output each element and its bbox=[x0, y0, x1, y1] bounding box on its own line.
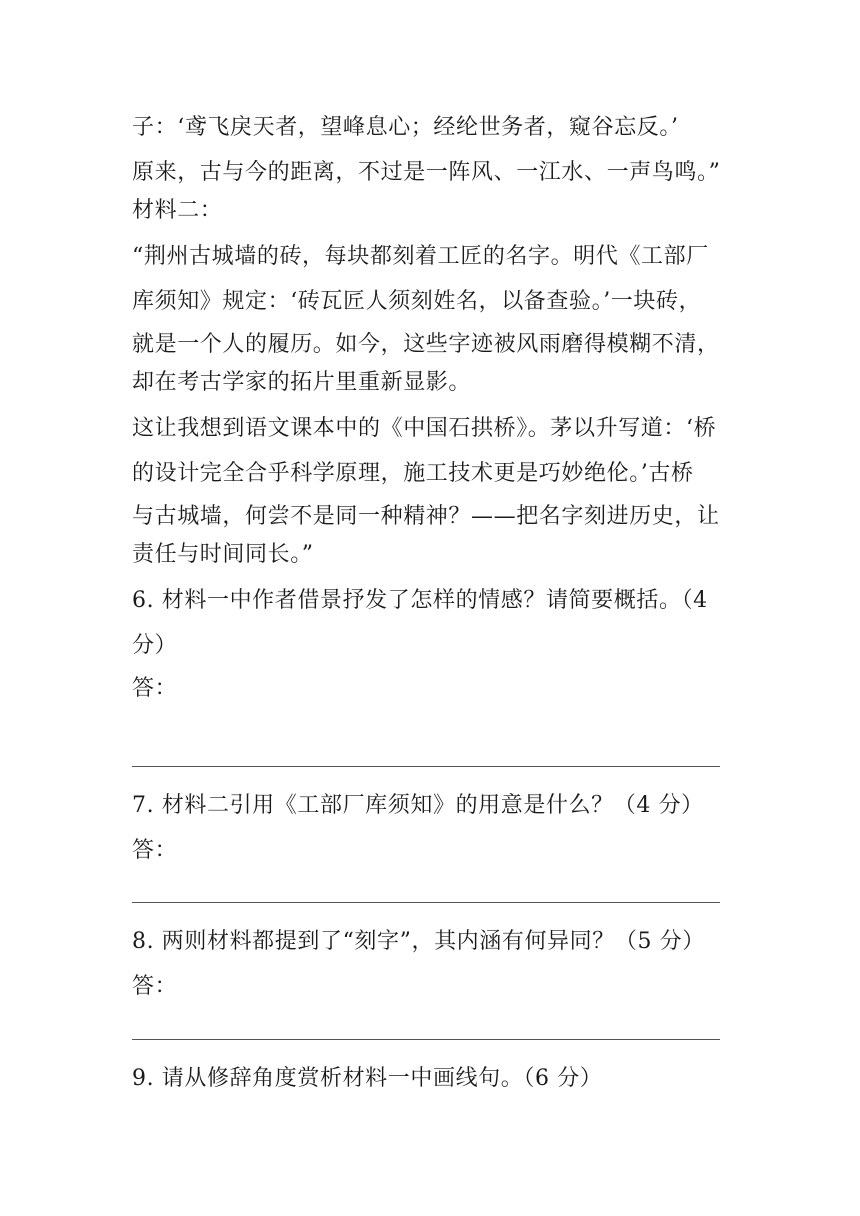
material2-line: 却在考古学家的拓片里重新显影。 bbox=[132, 370, 472, 395]
question-9-text: 9. 请从修辞角度赏析材料一中画线句。（6 分） bbox=[132, 1066, 603, 1091]
question-7-text: 7. 材料二引用《工部厂库须知》的用意是什么？（4 分） bbox=[132, 793, 704, 818]
material2-heading: 材料二： bbox=[132, 198, 223, 223]
answer-line[interactable] bbox=[132, 1039, 720, 1040]
question-8-text: 8. 两则材料都提到了“刻字”，其内涵有何异同？（5 分） bbox=[132, 929, 705, 954]
material1-line: 原来，古与今的距离，不过是一阵风、一江水、一声鸟鸣。” bbox=[132, 160, 721, 185]
material2-line: 与古城墙，何尝不是同一种精神？——把名字刻进历史，让 bbox=[132, 504, 720, 529]
material2-line: 这让我想到语文课本中的《中国石拱桥》。茅以升写道：‘桥 bbox=[132, 416, 717, 441]
material2-line: “荆州古城墙的砖，每块都刻着工匠的名字。明代《工部厂 bbox=[132, 244, 709, 269]
question-6-text: 分） bbox=[132, 633, 178, 658]
question-8-answer-label: 答： bbox=[132, 974, 178, 999]
question-7-answer-label: 答： bbox=[132, 838, 178, 863]
material2-line: 库须知》规定：‘砖瓦匠人须刻姓名，以备查验。’一块砖， bbox=[132, 289, 702, 314]
question-6-text: 6. 材料一中作者借景抒发了怎样的情感？请简要概括。（4 bbox=[132, 588, 708, 613]
material2-line: 责任与时间同长。” bbox=[132, 542, 314, 567]
answer-line[interactable] bbox=[132, 766, 720, 767]
answer-line[interactable] bbox=[132, 902, 720, 903]
material1-line: 子：‘鸢飞戾天者，望峰息心；经纶世务者，窥谷忘反。’ bbox=[132, 115, 679, 140]
material2-line: 的设计完全合乎科学原理，施工技术更是巧妙绝伦。’古桥 bbox=[132, 461, 694, 486]
question-6-answer-label: 答： bbox=[132, 676, 178, 701]
material2-line: 就是一个人的履历。如今，这些字迹被风雨磨得模糊不清， bbox=[132, 332, 720, 357]
